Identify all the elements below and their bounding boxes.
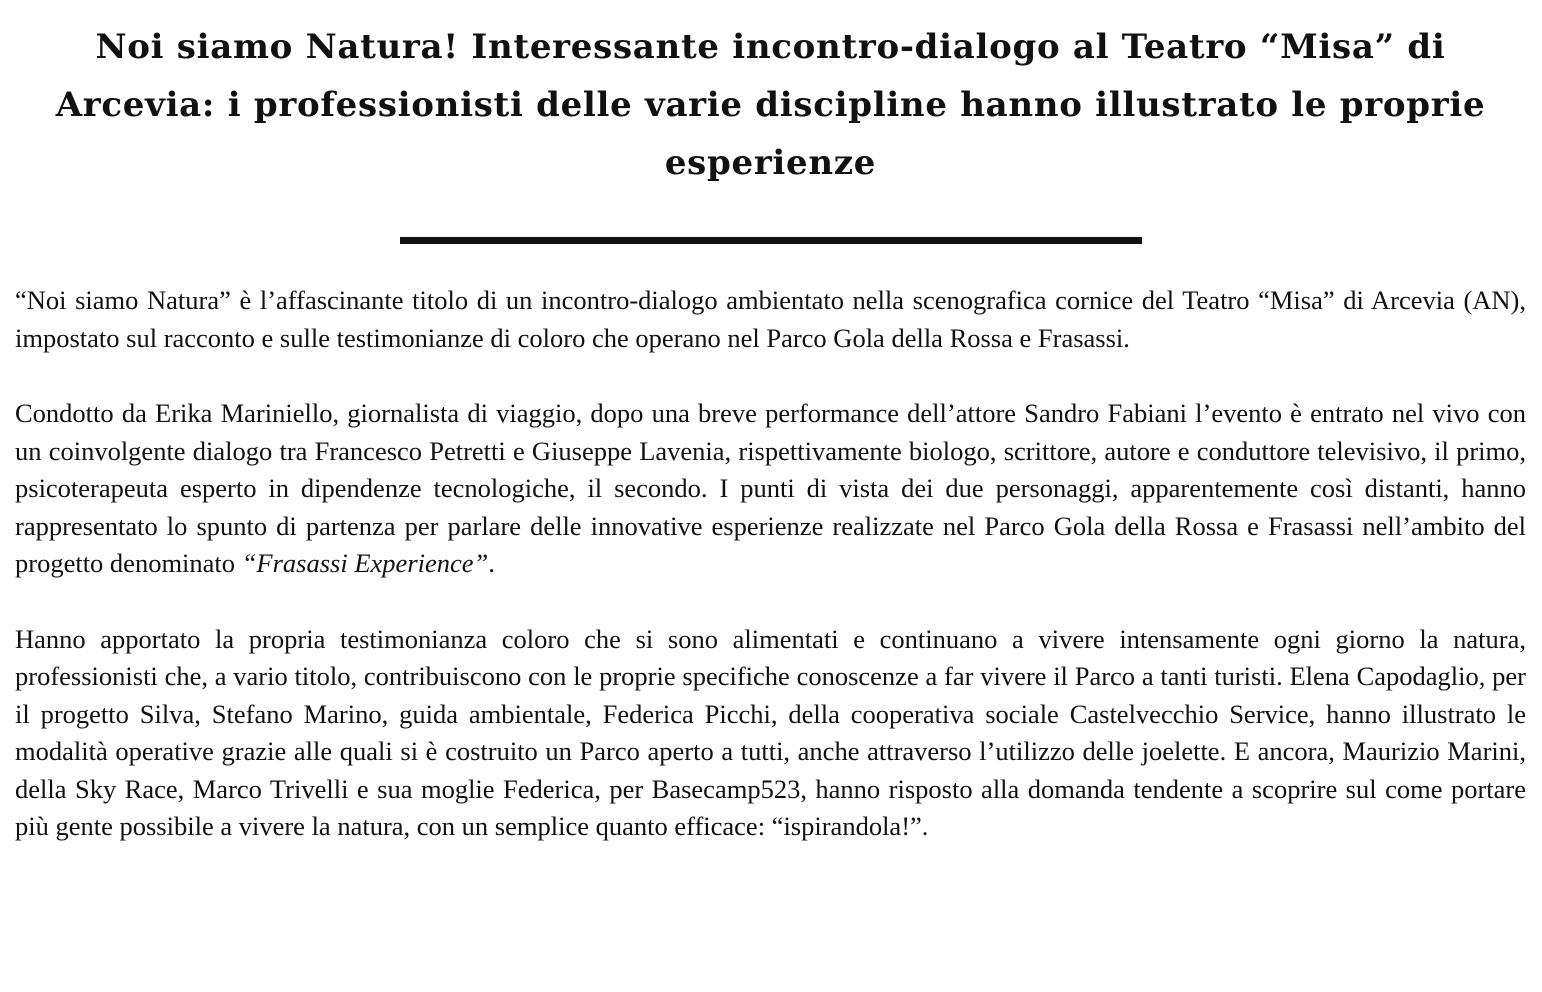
title-divider xyxy=(400,237,1142,244)
paragraph-event-text: Condotto da Erika Mariniello, giornalista di viaggio, dopo una breve performance dell’attore Sandro Fabiani l’evento è entrato nel vivo con un coinvolgente dialogo tra Francesco Petretti e Giuseppe Lavenia, rispettivamente biologo, scrittore, autore e conduttore televisivo, il primo, psicoterapeuta esperto in dipendenze tecnologiche, il secondo. I punti di vista dei due personaggi, apparentemente così distanti, hanno rappresentato lo spunto di partenza per parlare delle innovative esperienze realizzate nel Parco Gola della Rossa e Frasassi nell’ambito del progetto denominato xyxy=(15,398,1526,578)
article-title: Noi siamo Natura! Interessante incontro-dialogo al Teatro “Misa” di Arcevia: i professionisti delle varie discipline hanno illustrato le proprie esperienze xyxy=(55,27,1486,183)
paragraph-testimonials: Hanno apportato la propria testimonianza coloro che si sono alimentati e continuano a vivere intensamente ogni giorno la natura, professionisti che, a vario titolo, contribuiscono con le proprie specifiche conoscenze a far vivere il Parco a tanti turisti. Elena Capodaglio, per il progetto Silva, Stefano Marino, guida ambientale, Federica Picchi, della cooperativa sociale Castelvecchio Service, hanno illustrato le modalità operative grazie alle quali si è costruito un Parco aperto a tutti, anche attraverso l’utilizzo delle joelette. E ancora, Maurizio Marini, della Sky Race, Marco Trivelli e sua moglie Federica, per Basecamp523, hanno risposto alla domanda tendente a scoprire sul come portare più gente possibile a vivere la natura, con un semplice quanto efficace: “ispirandola!”. xyxy=(15,623,1526,841)
project-name-emphasis: “Frasassi Experience” xyxy=(241,548,489,578)
paragraph-event-end: . xyxy=(488,548,495,578)
article-body xyxy=(15,282,1526,846)
paragraph-intro: “Noi siamo Natura” è l’affascinante titolo di un incontro-dialogo ambientato nella scenografica cornice del Teatro “Misa” di Arcevia (AN), impostato sul racconto e sulle testimonianze di coloro che operano nel Parco Gola della Rossa e Frasassi. xyxy=(15,285,1526,353)
paragraph-event xyxy=(15,395,1526,583)
